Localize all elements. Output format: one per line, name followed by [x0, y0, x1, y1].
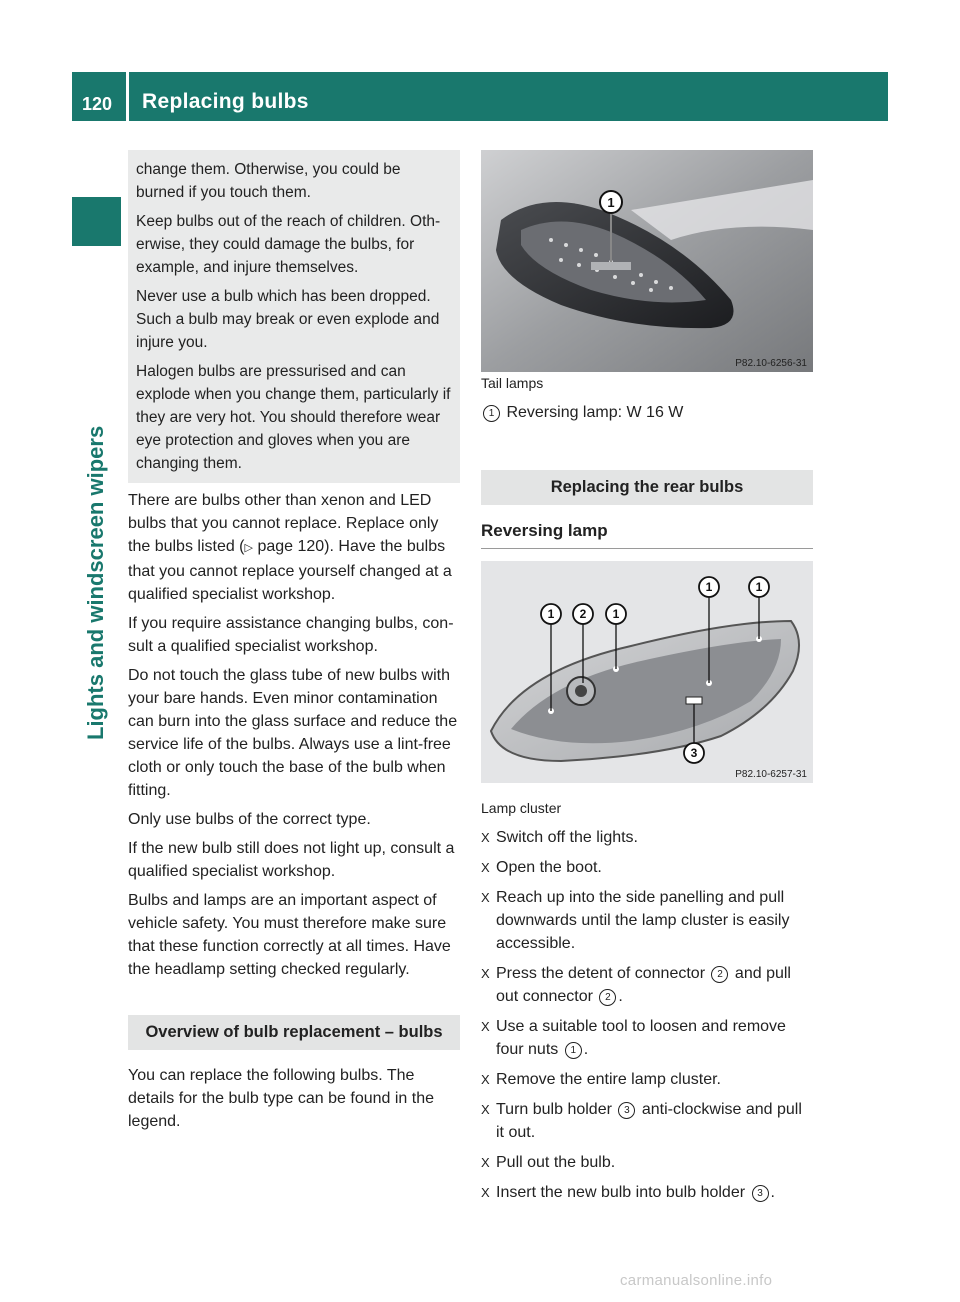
callout-number-icon: 3 [618, 1102, 635, 1119]
callout-number-icon: 2 [711, 966, 728, 983]
figure-caption: Tail lamps [481, 375, 544, 391]
tail-lamp-photo [481, 150, 813, 372]
lamp-cluster-photo [481, 561, 813, 783]
chapter-tab [72, 197, 121, 246]
step-arrow-icon: X [481, 860, 490, 875]
body-paragraph: If the new bulb still does not light up, consult a qualified specialist workshop. [128, 840, 455, 880]
photo-callout: 1 [705, 580, 713, 594]
step-item [481, 1068, 813, 1091]
callout-number-icon: 2 [599, 989, 616, 1006]
step-item [481, 856, 813, 879]
page-title: Replacing bulbs [142, 90, 309, 113]
subheading-reversing-lamp: Reversing lamp [481, 519, 813, 549]
step-arrow-icon: X [481, 1019, 490, 1034]
body-paragraph: Only use bulbs of the correct type. [128, 811, 371, 828]
step-item [481, 826, 813, 849]
step-text: . [770, 1184, 775, 1201]
step-text: Remove the entire lamp cluster. [496, 1071, 721, 1088]
photo-callout: 3 [690, 746, 698, 760]
watermark: carmanualsonline.info [620, 1272, 773, 1289]
page-reference-link[interactable]: page 120 [257, 538, 325, 555]
section-heading-rear-bulbs: Replacing the rear bulbs [481, 470, 813, 505]
step-text: . [583, 1041, 589, 1058]
ref-arrow-icon: ▷ [244, 542, 253, 554]
figure-caption: Lamp cluster [481, 800, 562, 816]
step-item [481, 1098, 813, 1144]
step-text: and pull out connector [496, 965, 791, 1005]
callout-number-icon: 1 [565, 1042, 582, 1059]
paragraph-text: There are bulbs other than xenon and LED bulbs that you cannot replace. Replace only the bulbs listed ( [128, 492, 439, 555]
step-text: Use a suitable tool to loosen and remove four nuts [496, 1018, 786, 1058]
body-paragraph: You can replace the following bulbs. The details for the bulb type can be found in the legend. [128, 1067, 434, 1130]
step-text: Press the detent of connector [496, 965, 706, 982]
step-arrow-icon: X [481, 1185, 490, 1200]
header-divider [126, 72, 129, 121]
body-paragraph [128, 489, 460, 606]
page-header [72, 72, 888, 121]
step-arrow-icon: X [481, 1102, 490, 1117]
section-heading-overview: Overview of bulb replacement – bulbs [128, 1015, 460, 1050]
step-arrow-icon: X [481, 1072, 490, 1087]
photo-callout: 1 [607, 195, 615, 210]
step-text: Turn bulb holder [496, 1101, 612, 1118]
figure-legend [481, 401, 813, 424]
body-paragraph: If you require assistance changing bulbs, con-sult a qualified specialist workshop. [128, 615, 454, 655]
page-number: 120 [82, 94, 113, 114]
step-arrow-icon: X [481, 890, 490, 905]
step-text: Switch off the lights. [496, 829, 638, 846]
figure-code: P82.10-6257-31 [735, 769, 807, 780]
warning-box [128, 150, 460, 483]
step-item [481, 886, 813, 955]
step-arrow-icon: X [481, 1155, 490, 1170]
legend-text: Reversing lamp: W 16 W [506, 404, 684, 421]
legend-number-icon: 1 [483, 405, 500, 422]
step-item [481, 1181, 813, 1204]
warning-text: Keep bulbs out of the reach of children. Oth-erwise, they could damage the bulbs, for example, and injure themselves. [136, 213, 441, 276]
figure-code: P82.10-6256-31 [735, 358, 807, 369]
photo-callout: 1 [755, 580, 763, 594]
step-arrow-icon: X [481, 830, 490, 845]
warning-text: Halogen bulbs are pressurised and can explode when you change them, particularly if they are very hot. You should therefore wear eye protection and gloves when you are changing them. [136, 363, 451, 472]
photo-callout: 1 [612, 607, 620, 621]
right-column [481, 150, 813, 1211]
step-item [481, 1151, 813, 1174]
photo-callout: 2 [579, 607, 587, 621]
callout-number-icon: 3 [752, 1185, 769, 1202]
step-item [481, 962, 813, 1008]
body-paragraph: Bulbs and lamps are an important aspect of vehicle safety. You must therefore make sure that these function correctly at all times. Have the headlamp setting checked regularly. [128, 892, 451, 978]
step-item [481, 1015, 813, 1061]
step-text: Open the boot. [496, 859, 602, 876]
step-arrow-icon: X [481, 966, 490, 981]
left-column [128, 150, 460, 1139]
instruction-steps [481, 826, 813, 1204]
paragraph-text: ). Have the bulbs that you cannot replace yourself changed at a qualified specialist workshop. [128, 538, 452, 603]
step-text: Reach up into the side panelling and pull downwards until the lamp cluster is easily accessible. [496, 889, 790, 952]
warning-text: change them. Otherwise, you could be burned if you touch them. [136, 161, 401, 201]
chapter-label: Lights and windscreen wipers [83, 425, 108, 740]
warning-text: Never use a bulb which has been dropped. Such a bulb may break or even explode and injure you. [136, 288, 440, 351]
photo-callout: 1 [547, 607, 555, 621]
step-text: Pull out the bulb. [496, 1154, 616, 1171]
step-text: . [618, 988, 623, 1005]
step-text: Insert the new bulb into bulb holder [496, 1184, 746, 1201]
body-paragraph: Do not touch the glass tube of new bulbs with your bare hands. Even minor contamination can burn into the glass surface and reduce the service life of the bulbs. Always use a lint-free cloth or only touch the base of the bulb when fitting. [128, 667, 458, 799]
step-text: anti-clockwise and pull it out. [496, 1101, 802, 1141]
